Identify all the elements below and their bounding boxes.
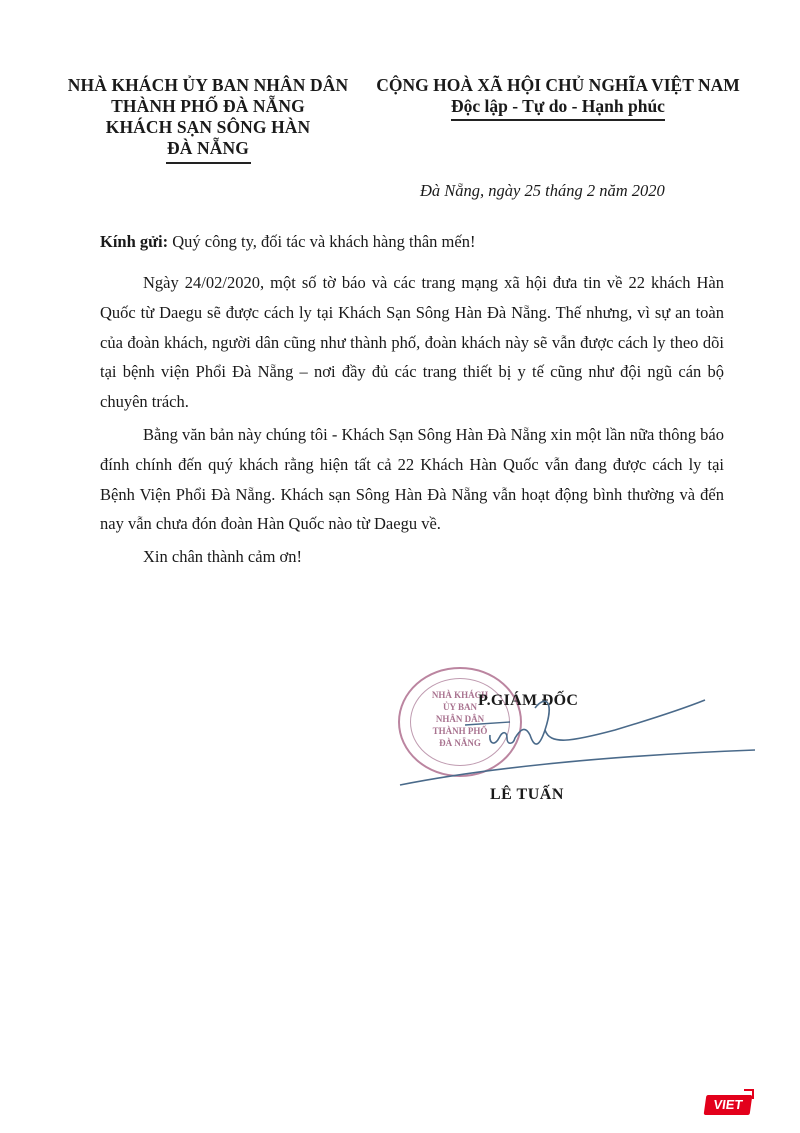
- salutation: [100, 232, 475, 252]
- viet-watermark-logo: VIET: [704, 1095, 753, 1115]
- organization-header: [52, 75, 364, 164]
- national-header: [372, 75, 744, 121]
- org-line-2: THÀNH PHỐ ĐÀ NẴNG: [111, 96, 305, 116]
- stamp-line: NHÂN DÂN: [435, 714, 485, 724]
- watermark-corner-icon: [744, 1089, 754, 1099]
- stamp-line: NHÀ KHÁCH: [431, 690, 489, 700]
- org-underline: [166, 162, 251, 164]
- org-line-4: ĐÀ NẴNG: [167, 138, 249, 158]
- signer-name: LÊ TUẤN: [490, 786, 564, 803]
- handwritten-signature: [395, 690, 765, 800]
- stamp-line: THÀNH PHỐ: [432, 726, 488, 736]
- date-line: Đà Nẵng, ngày 25 tháng 2 năm 2020: [420, 181, 665, 200]
- org-line-3: KHÁCH SẠN SÔNG HÀN: [105, 117, 311, 137]
- national-motto: Độc lập - Tự do - Hạnh phúc: [451, 96, 665, 121]
- salutation-label: Kính gửi:: [100, 232, 169, 251]
- paragraph-2: Bằng văn bản này chúng tôi - Khách Sạn Sông Hàn Đà Nẵng xin một lần nữa thông báo đính chính đến quý khách rằng hiện tất cả 22 Khách Hàn Quốc vẫn đang được cách ly tại Bệnh Viện Phổi Đà Nẵng. Khách sạn Sông Hàn Đà Nẵng vẫn hoạt động bình thường và đến nay vẫn chưa đón đoàn Hàn Quốc nào từ Daegu về.: [100, 424, 724, 534]
- letter-body: [100, 268, 724, 575]
- org-line-1: NHÀ KHÁCH ỦY BAN NHÂN DÂN: [67, 75, 349, 95]
- salutation-recipients: Quý công ty, đối tác và khách hàng thân mến!: [168, 232, 476, 251]
- signer-title: P.GIÁM ĐỐC: [478, 692, 579, 709]
- paragraph-closing: Xin chân thành cảm ơn!: [143, 547, 303, 567]
- national-title: CỘNG HOÀ XÃ HỘI CHỦ NGHĨA VIỆT NAM: [376, 75, 740, 95]
- stamp-line: ỦY BAN: [443, 702, 477, 712]
- paragraph-1: Ngày 24/02/2020, một số tờ báo và các trang mạng xã hội đưa tin về 22 khách Hàn Quốc từ Daegu sẽ được cách ly tại Khách Sạn Sông Hàn Đà Nẵng. Thế nhưng, vì sự an toàn của đoàn khách, người dân cũng như thành phố, đoàn khách này sẽ vẫn được cách ly theo dõi tại bệnh viện Phổi Đà Nẵng – nơi đầy đủ các trang thiết bị y tế cũng như đội ngũ cán bộ chuyên trách.: [100, 273, 724, 412]
- stamp-line: ĐÀ NẴNG: [439, 738, 481, 748]
